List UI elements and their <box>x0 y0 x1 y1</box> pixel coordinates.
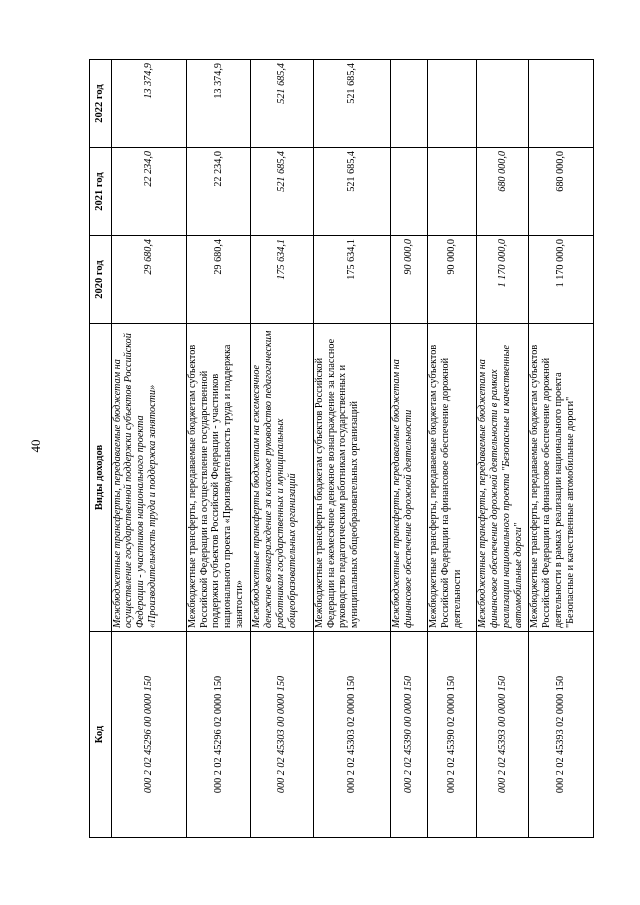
row-name: Межбюджетные трансферты, передаваемые бюджетам на финансовое обеспечение дорожной деятельности <box>391 324 428 632</box>
row-2021 <box>427 148 477 236</box>
row-2020: 29 680,4 <box>111 236 186 324</box>
header-2020: 2020 год <box>90 236 112 324</box>
row-2021: 680 000,0 <box>529 148 594 236</box>
header-2022: 2022 год <box>90 60 112 148</box>
row-2020: 1 170 000,0 <box>477 236 529 324</box>
row-2022 <box>391 60 428 148</box>
row-2022 <box>427 60 477 148</box>
rotated-table-container <box>89 60 594 838</box>
row-2020: 90 000,0 <box>391 236 428 324</box>
row-2022: 521 685,4 <box>251 60 313 148</box>
row-name: Межбюджетные трансферты, передаваемые бюджетам субъектов Российской Федерации на финансовое обеспечение дорожной деятельности в рамках реализации национального проекта "Безопасные и качественные автомобильные дороги" <box>529 324 594 632</box>
row-code: 000 2 02 45303 02 0000 150 <box>313 632 391 838</box>
row-2020: 175 634,1 <box>251 236 313 324</box>
row-name: Межбюджетные трансферты, передаваемые бюджетам на осуществление государственной поддержки субъектов Российской Федерации - участников национального проекта «Производительность труда и поддержка занятости» <box>111 324 186 632</box>
row-name: Межбюджетные трансферты, передаваемые бюджетам на финансовое обеспечение дорожной деятельности в рамках реализации национального проекта "Безопасные и качественные автомобильные дороги" <box>477 324 529 632</box>
row-code: 000 2 02 45393 00 0000 150 <box>477 632 529 838</box>
row-2020: 1 170 000,0 <box>529 236 594 324</box>
row-2021: 521 685,4 <box>251 148 313 236</box>
header-code: Код <box>90 632 112 838</box>
row-code: 000 2 02 45393 02 0000 150 <box>529 632 594 838</box>
row-2021: 22 234,0 <box>111 148 186 236</box>
row-2022: 13 374,9 <box>186 60 251 148</box>
row-2021 <box>391 148 428 236</box>
table-row <box>313 60 391 838</box>
row-code: 000 2 02 45303 00 0000 150 <box>251 632 313 838</box>
table-row <box>111 60 186 838</box>
page-number: 40 <box>28 439 43 453</box>
table-row <box>251 60 313 838</box>
row-code: 000 2 02 45296 00 0000 150 <box>111 632 186 838</box>
table-row <box>477 60 529 838</box>
table-row <box>186 60 251 838</box>
row-name: Межбюджетные трансферты бюджетам субъектов Российской Федерации на ежемесячное денежное вознаграждение за классное руководство педагогическим работникам государственных и муниципальных общеобразовательных организаций <box>313 324 391 632</box>
table-header-row <box>90 60 112 838</box>
revenue-table <box>89 59 594 838</box>
row-2022: 13 374,9 <box>111 60 186 148</box>
row-2020: 29 680,4 <box>186 236 251 324</box>
row-2021: 521 685,4 <box>313 148 391 236</box>
row-name: Межбюджетные трансферты, передаваемые бюджетам субъектов Российской Федерации на осуществление государственной поддержки субъектов Российской Федерации - участников национального проекта «Производительность труда и поддержка занятости» <box>186 324 251 632</box>
row-code: 000 2 02 45390 02 0000 150 <box>427 632 477 838</box>
row-name: Межбюджетные трансферты бюджетам на ежемесячное денежное вознаграждение за классное руководство педагогическим работникам государственных и муниципальных общеобразовательных организаций <box>251 324 313 632</box>
table-row <box>391 60 428 838</box>
row-2022 <box>477 60 529 148</box>
row-code: 000 2 02 45390 00 0000 150 <box>391 632 428 838</box>
table-row <box>427 60 477 838</box>
header-name: Виды доходов <box>90 324 112 632</box>
row-code: 000 2 02 45296 02 0000 150 <box>186 632 251 838</box>
row-name: Межбюджетные трансферты, передаваемые бюджетам субъектов Российской Федерации на финансовое обеспечение дорожной деятельности <box>427 324 477 632</box>
header-2021: 2021 год <box>90 148 112 236</box>
row-2021: 22 234,0 <box>186 148 251 236</box>
row-2022 <box>529 60 594 148</box>
row-2021: 680 000,0 <box>477 148 529 236</box>
table-row <box>529 60 594 838</box>
row-2020: 90 000,0 <box>427 236 477 324</box>
row-2022: 521 685,4 <box>313 60 391 148</box>
row-2020: 175 634,1 <box>313 236 391 324</box>
